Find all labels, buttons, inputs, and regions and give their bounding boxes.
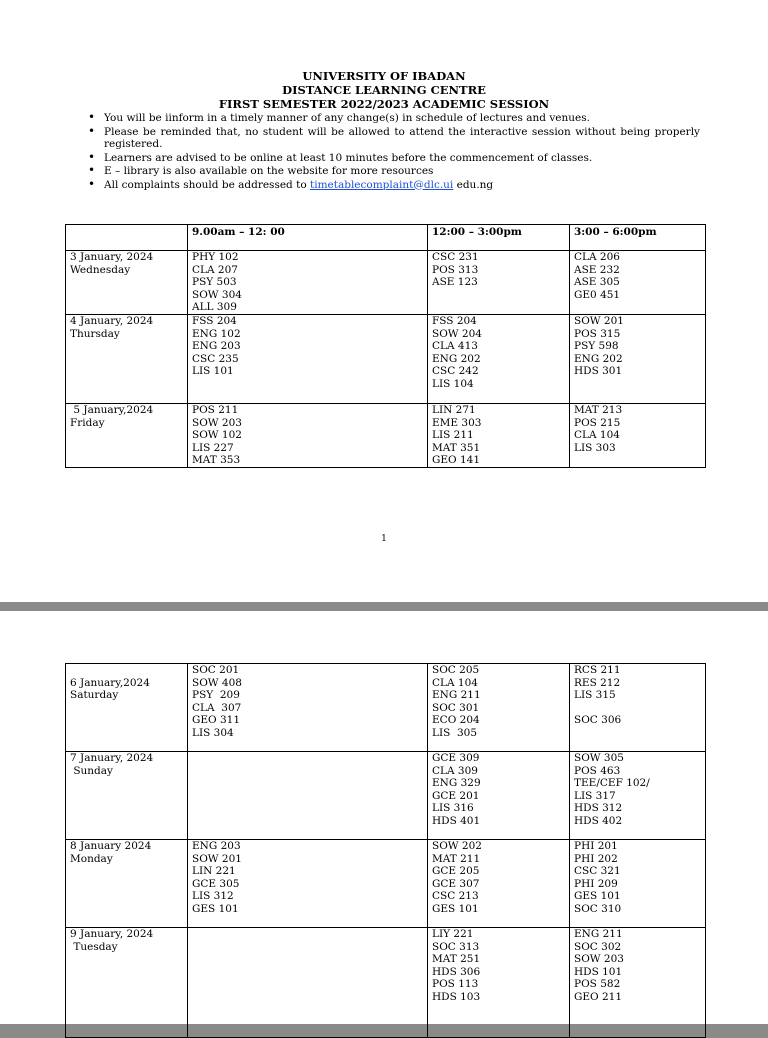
session-title: FIRST SEMESTER 2022/2023 ACADEMIC SESSION bbox=[218, 97, 550, 111]
document-header bbox=[0, 69, 768, 111]
header-cell-morning: 9.00am – 12: 00 bbox=[188, 225, 428, 251]
course-cell: SOW 201 POS 315 PSY 598 ENG 202 HDS 301 bbox=[570, 315, 706, 404]
course-cell: ENG 211 SOC 302 SOW 203 HDS 101 POS 582 GEO 211 bbox=[570, 928, 706, 1038]
table-row bbox=[66, 752, 706, 840]
day-cell: 4 January, 2024 Thursday bbox=[66, 315, 188, 404]
header-cell-empty bbox=[66, 225, 188, 251]
course-cell: MAT 213 POS 215 CLA 104 LIS 303 bbox=[570, 404, 706, 468]
course-cell: GCE 309 CLA 309 ENG 329 GCE 201 LIS 316 HDS 401 bbox=[428, 752, 570, 840]
course-cell: SOW 305 POS 463 TEE/CEF 102/ LIS 317 HDS 312 HDS 402 bbox=[570, 752, 706, 840]
timetable-header-row bbox=[66, 225, 706, 251]
course-cell: LIY 221 SOC 313 MAT 251 HDS 306 POS 113 HDS 103 bbox=[428, 928, 570, 1038]
complaints-text: All complaints should be addressed to bbox=[104, 178, 310, 191]
day-cell: 7 January, 2024 Sunday bbox=[66, 752, 188, 840]
table-row bbox=[66, 251, 706, 315]
course-cell: RCS 211 RES 212 LIS 315 SOC 306 bbox=[570, 664, 706, 752]
course-cell: POS 211 SOW 203 SOW 102 LIS 227 MAT 353 bbox=[188, 404, 428, 468]
course-cell: FSS 204 SOW 204 CLA 413 ENG 202 CSC 242 LIS 104 bbox=[428, 315, 570, 404]
page-2 bbox=[0, 611, 768, 1024]
course-cell bbox=[188, 928, 428, 1038]
table-row bbox=[66, 404, 706, 468]
table-row bbox=[66, 315, 706, 404]
course-cell: SOW 202 MAT 211 GCE 205 GCE 307 CSC 213 GES 101 bbox=[428, 840, 570, 928]
course-cell: SOC 201 SOW 408 PSY 209 CLA 307 GEO 311 LIS 304 bbox=[188, 664, 428, 752]
notice-item: • E – library is also available on the website for more resources bbox=[88, 165, 700, 178]
course-cell: ENG 203 SOW 201 LIN 221 GCE 305 LIS 312 GES 101 bbox=[188, 840, 428, 928]
day-cell: 3 January, 2024 Wednesday bbox=[66, 251, 188, 315]
day-cell: 5 January,2024 Friday bbox=[66, 404, 188, 468]
notice-item-complaints bbox=[88, 179, 700, 192]
notice-item: • Learners are advised to be online at least 10 minutes before the commencement of classes. bbox=[88, 152, 700, 165]
header-cell-afternoon: 12:00 – 3:00pm bbox=[428, 225, 570, 251]
day-cell: 9 January, 2024 Tuesday bbox=[66, 928, 188, 1038]
complaints-text-suffix: edu.ng bbox=[453, 178, 494, 191]
course-cell bbox=[188, 752, 428, 840]
complaint-email-link[interactable]: timetablecomplaint@dlc.ui bbox=[310, 178, 454, 191]
course-cell: CSC 231 POS 313 ASE 123 bbox=[428, 251, 570, 315]
day-cell: 6 January,2024 Saturday bbox=[66, 664, 188, 752]
university-title: UNIVERSITY OF IBADAN bbox=[302, 69, 466, 83]
course-cell: LIN 271 EME 303 LIS 211 MAT 351 GEO 141 bbox=[428, 404, 570, 468]
table-row bbox=[66, 840, 706, 928]
day-cell: 8 January 2024 Monday bbox=[66, 840, 188, 928]
course-cell: SOC 205 CLA 104 ENG 211 SOC 301 ECO 204 LIS 305 bbox=[428, 664, 570, 752]
course-cell: PHY 102 CLA 207 PSY 503 SOW 304 ALL 309 bbox=[188, 251, 428, 315]
notice-item: • Please be reminded that, no student will be allowed to attend the interactive session without being properly registered. bbox=[88, 126, 700, 151]
page-number: 1 bbox=[381, 534, 387, 544]
header-cell-evening: 3:00 – 6:00pm bbox=[570, 225, 706, 251]
centre-title: DISTANCE LEARNING CENTRE bbox=[282, 83, 486, 97]
course-cell: CLA 206 ASE 232 ASE 305 GE0 451 bbox=[570, 251, 706, 315]
course-cell: PHI 201 PHI 202 CSC 321 PHI 209 GES 101 SOC 310 bbox=[570, 840, 706, 928]
notice-list bbox=[88, 112, 700, 192]
course-cell: FSS 204 ENG 102 ENG 203 CSC 235 LIS 101 bbox=[188, 315, 428, 404]
table-row bbox=[66, 664, 706, 752]
notice-item: • You will be iinform in a timely manner of any change(s) in schedule of lectures and venues. bbox=[88, 112, 700, 125]
timetable-part-1 bbox=[65, 224, 706, 468]
table-row bbox=[66, 928, 706, 1038]
timetable-part-2 bbox=[65, 663, 706, 1038]
